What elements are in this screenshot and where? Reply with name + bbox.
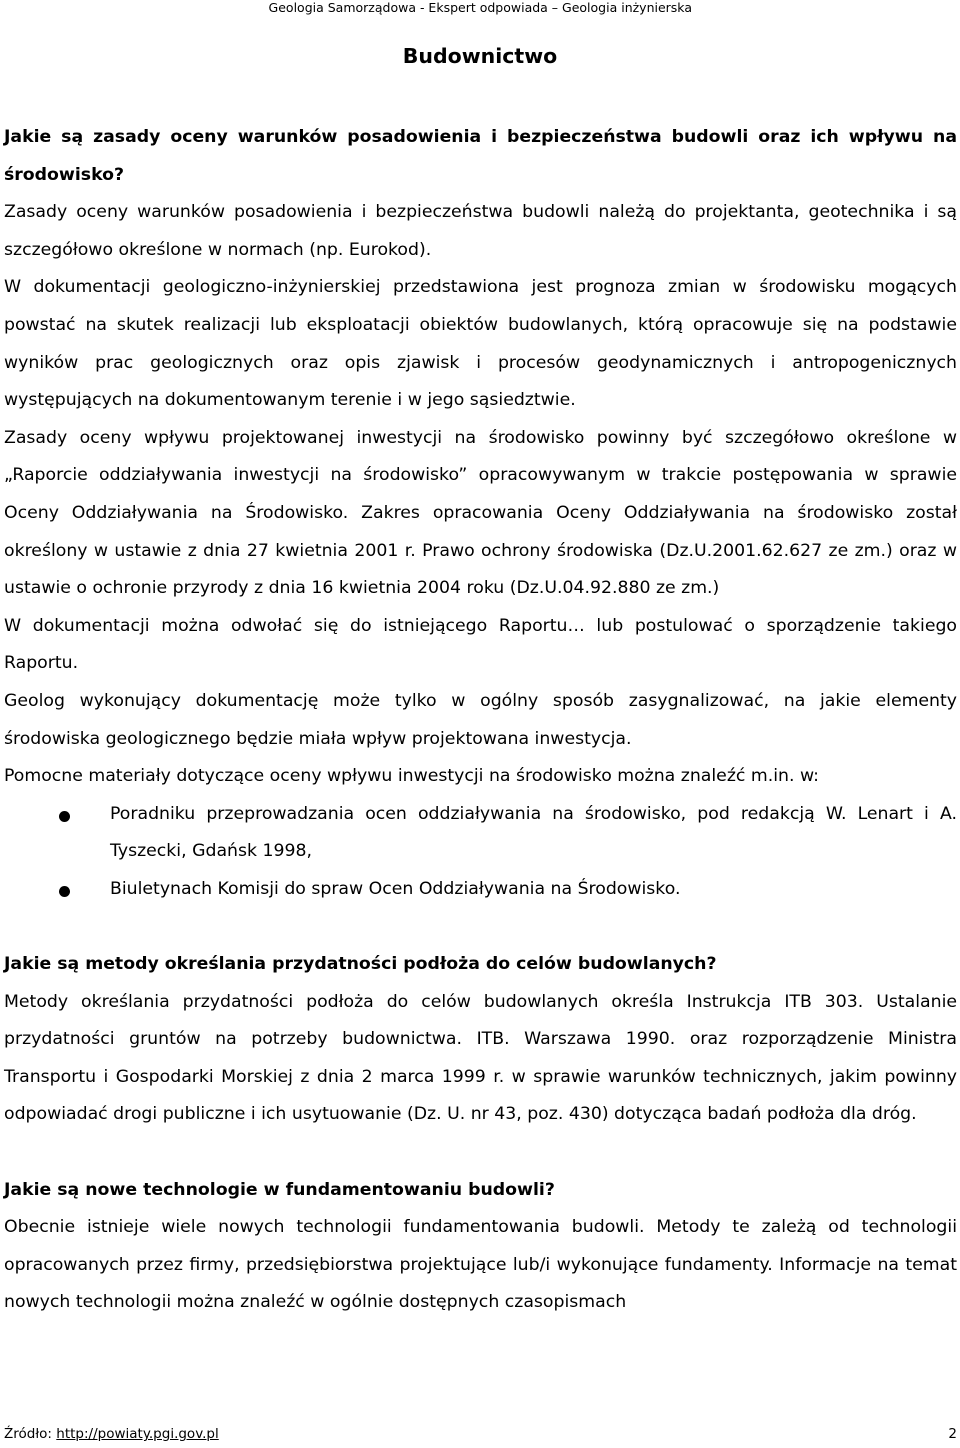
bullet-icon [59, 886, 70, 897]
section-question: Jakie są metody określania przydatności podłoża do celów budowlanych? [4, 954, 717, 975]
section-question: Jakie są zasady oceny warunków posadowienia i bezpieczeństwa budowli oraz ich wpływu na środowisko? [4, 127, 957, 185]
section-spacer [4, 908, 957, 946]
list-item [4, 796, 957, 871]
paragraph: W dokumentacji można odwołać się do istniejącego Raportu… lub postulować o sporządzenie takiego Raportu. [4, 615, 957, 674]
paragraph: Metody określania przydatności podłoża do celów budowlanych określa Instrukcja ITB 303. Ustalanie przydatności gruntów na potrzeby budownictwa. ITB. Warszawa 1990. oraz rozporządzenie Ministra Transportu i Gospodarki Morskiej z dnia 2 marca 1999 r. w sprawie warunków technicznych, jakim powinny odpowiadać drogi publiczne i ich usytuowanie (Dz. U. nr 43, poz. 430) dotycząca badań podłoża dla dróg. [4, 991, 957, 1125]
list-item-text: Poradniku przeprowadzania ocen oddziaływania na środowisko, pod redakcją W. Lenart i A. Tyszecki, Gdańsk 1998, [110, 803, 957, 862]
list-item-text: Biuletynach Komisji do spraw Ocen Oddziaływania na Środowisko. [110, 878, 681, 899]
document-title: Budownictwo [402, 44, 558, 68]
section-foundation-safety [4, 119, 957, 908]
source-label: Źródło: [4, 1426, 57, 1442]
section-question: Jakie są nowe technologie w fundamentowaniu budowli? [4, 1179, 555, 1200]
paragraph: Pomocne materiały dotyczące oceny wpływu inwestycji na środowisko można znaleźć m.in. w: [4, 766, 819, 787]
section-spacer [4, 1134, 957, 1172]
document-body [4, 119, 957, 1322]
paragraph: Zasady oceny warunków posadowienia i bezpieczeństwa budowli należą do projektanta, geotechnika i są szczegółowo określone w normach (np. Eurokod). [4, 202, 957, 260]
paragraph: Geolog wykonujący dokumentację może tylko w ogólny sposób zasygnalizować, na jakie elementy środowiska geologicznego będzie miała wpływ projektowana inwestycja. [4, 690, 957, 749]
section-foundation-technologies [4, 1172, 957, 1322]
page-footer [4, 1424, 957, 1444]
source-link[interactable]: http://powiaty.pgi.gov.pl [56, 1426, 219, 1442]
bullet-icon [59, 811, 70, 822]
reference-list [4, 796, 957, 909]
list-item [4, 871, 957, 909]
paragraph: W dokumentacji geologiczno-inżynierskiej przedstawiona jest prognoza zmian w środowisku mogących powstać na skutek realizacji lub eksploatacji obiektów budowlanych, którą opracowuje się na podstawie wyników prac geologicznych oraz opis zjawisk i procesów geodynamicznych i antropogenicznych występujących na dokumentowanym terenie i w jego sąsiedztwie. [4, 277, 957, 411]
page-number: 2 [948, 1426, 957, 1442]
paragraph: Zasady oceny wpływu projektowanej inwestycji na środowisko powinny być szczegółowo określone w „Raporcie oddziaływania inwestycji na środowisko” opracowywanym w trakcie postępowania w sprawie Oceny Oddziaływania na Środowisko. Zakres opracowania Oceny Oddziaływania na środowisko został określony w ustawie z dnia 27 kwietnia 2001 r. Prawo ochrony środowiska (Dz.U.2001.62.627 ze zm.) oraz w ustawie o ochronie przyrody z dnia 16 kwietnia 2004 roku (Dz.U.04.92.880 ze zm.) [4, 427, 957, 599]
running-header: Geologia Samorządowa - Ekspert odpowiada – Geologia inżynierska [268, 0, 692, 15]
section-soil-suitability [4, 946, 957, 1134]
paragraph: Obecnie istnieje wiele nowych technologii fundamentowania budowli. Metody te zależą od technologii opracowanych przez firmy, przedsiębiorstwa projektujące lub/i wykonujące fundamenty. Informacje na temat nowych technologii można znaleźć w ogólnie dostępnych czasopismach [4, 1217, 957, 1313]
